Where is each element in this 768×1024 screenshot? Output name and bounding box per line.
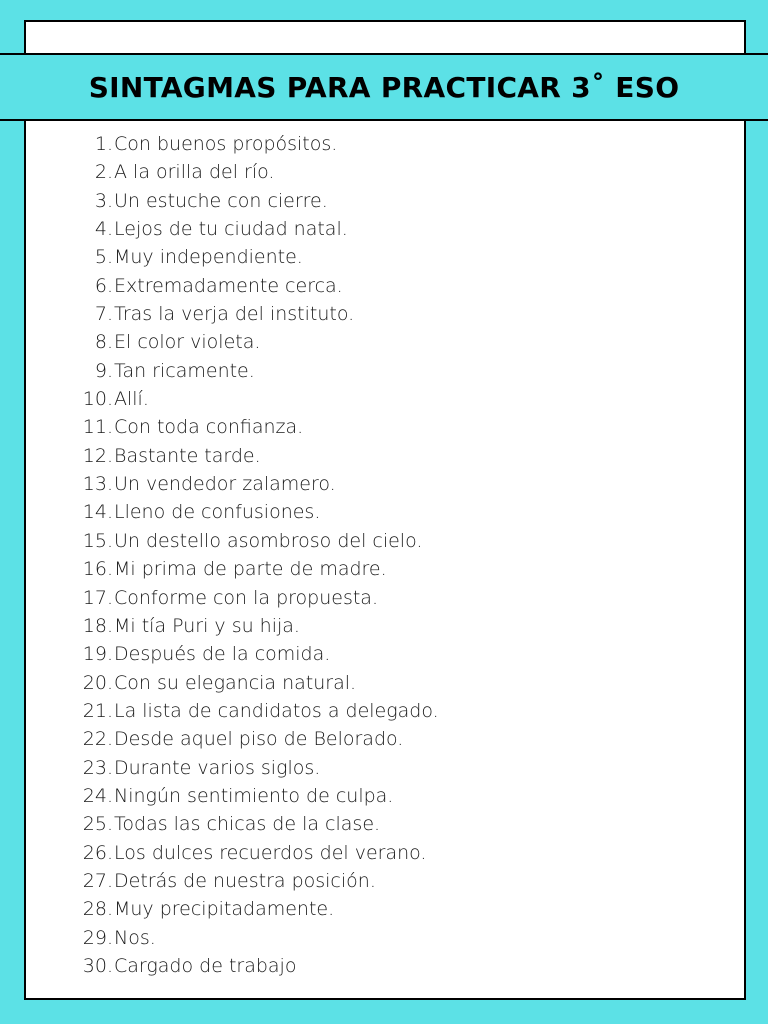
- list-item: [0, 187, 768, 215]
- item-text: Con toda confianza.: [114, 416, 304, 439]
- item-text: Un vendedor zalamero.: [114, 473, 336, 496]
- item-number: 24.: [82, 784, 113, 807]
- item-number: 19.: [82, 643, 113, 666]
- item-text: Muy independiente.: [114, 246, 303, 269]
- list-item: [0, 130, 768, 158]
- item-text: Durante varios siglos.: [114, 756, 321, 779]
- phrase-list: [0, 130, 768, 980]
- item-number: 1.: [94, 133, 113, 155]
- item-text: Allí.: [114, 388, 149, 411]
- list-item: [0, 442, 768, 470]
- item-number: 14.: [82, 501, 113, 524]
- item-number: 3.: [94, 189, 113, 212]
- item-number: 17.: [82, 586, 113, 609]
- item-text: Conforme con la propuesta.: [114, 586, 378, 609]
- item-number: 21.: [82, 699, 113, 722]
- list-item: [0, 215, 768, 243]
- item-text: Desde aquel piso de Belorado.: [114, 728, 404, 751]
- list-item: [0, 243, 768, 271]
- list-item: [0, 640, 768, 668]
- item-text: Tan ricamente.: [114, 359, 255, 382]
- item-number: 7.: [94, 303, 113, 326]
- item-text: Un destello asombroso del cielo.: [114, 529, 423, 552]
- list-item: [0, 498, 768, 526]
- item-text: Con su elegancia natural.: [114, 671, 357, 694]
- item-number: 26.: [82, 841, 113, 864]
- item-text: Tras la verja del instituto.: [114, 303, 355, 326]
- item-number: 9.: [94, 359, 113, 382]
- list-item: [0, 555, 768, 583]
- item-text: Bastante tarde.: [114, 444, 261, 467]
- list-item: [0, 385, 768, 413]
- item-text: A la orilla del río.: [114, 161, 275, 184]
- item-number: 28.: [82, 898, 113, 921]
- item-number: 2.: [94, 161, 113, 184]
- list-item: [0, 584, 768, 612]
- list-item: [0, 158, 768, 186]
- item-number: 23.: [82, 756, 113, 779]
- item-text: Todas las chicas de la clase.: [114, 813, 381, 836]
- list-item: [0, 669, 768, 697]
- list-item: [0, 697, 768, 725]
- item-number: 8.: [94, 331, 113, 354]
- list-item: [0, 272, 768, 300]
- item-text: Después de la comida.: [114, 643, 331, 666]
- list-item: [0, 413, 768, 441]
- list-item: [0, 725, 768, 753]
- list-item: [0, 328, 768, 356]
- item-number: 15.: [82, 529, 113, 552]
- list-item: [0, 300, 768, 328]
- item-text: Un estuche con cierre.: [114, 189, 328, 212]
- item-number: 25.: [82, 813, 113, 836]
- list-item: [0, 839, 768, 867]
- list-item: [0, 895, 768, 923]
- item-text: La lista de candidatos a delegado.: [114, 699, 439, 722]
- item-number: 30.: [82, 954, 113, 977]
- list-item: [0, 952, 768, 980]
- list-item: [0, 867, 768, 895]
- item-number: 4.: [94, 218, 113, 241]
- item-text: Con buenos propósitos.: [114, 133, 338, 155]
- item-number: 10.: [82, 388, 113, 411]
- item-number: 13.: [82, 473, 113, 496]
- item-text: Mi tía Puri y su hija.: [114, 614, 300, 637]
- item-text: Los dulces recuerdos del verano.: [114, 841, 427, 864]
- item-number: 16.: [82, 558, 113, 581]
- item-text: Ningún sentimiento de culpa.: [114, 784, 394, 807]
- item-number: 12.: [82, 444, 113, 467]
- item-text: El color violeta.: [114, 331, 261, 354]
- item-number: 20.: [82, 671, 113, 694]
- item-text: Detrás de nuestra posición.: [114, 869, 376, 892]
- title-band: [0, 53, 768, 121]
- list-item: [0, 754, 768, 782]
- list-item: [0, 357, 768, 385]
- item-text: Nos.: [114, 926, 156, 949]
- item-number: 22.: [82, 728, 113, 751]
- item-number: 11.: [82, 416, 113, 439]
- list-item: [0, 470, 768, 498]
- list-item: [0, 612, 768, 640]
- list-item: [0, 924, 768, 952]
- list-item: [0, 527, 768, 555]
- item-number: 29.: [82, 926, 113, 949]
- item-number: 6.: [94, 274, 113, 297]
- item-text: Lleno de confusiones.: [114, 501, 321, 524]
- item-text: Mi prima de parte de madre.: [114, 558, 387, 581]
- page-title: SINTAGMAS PARA PRACTICAR 3˚ ESO: [88, 70, 680, 104]
- item-number: 18.: [82, 614, 113, 637]
- list-item: [0, 810, 768, 838]
- item-text: Muy precipitadamente.: [114, 898, 335, 921]
- item-number: 5.: [94, 246, 113, 269]
- list-item: [0, 782, 768, 810]
- item-text: Lejos de tu ciudad natal.: [114, 218, 348, 241]
- item-number: 27.: [82, 869, 113, 892]
- item-text: Extremadamente cerca.: [114, 274, 343, 297]
- item-text: Cargado de trabajo: [114, 954, 297, 977]
